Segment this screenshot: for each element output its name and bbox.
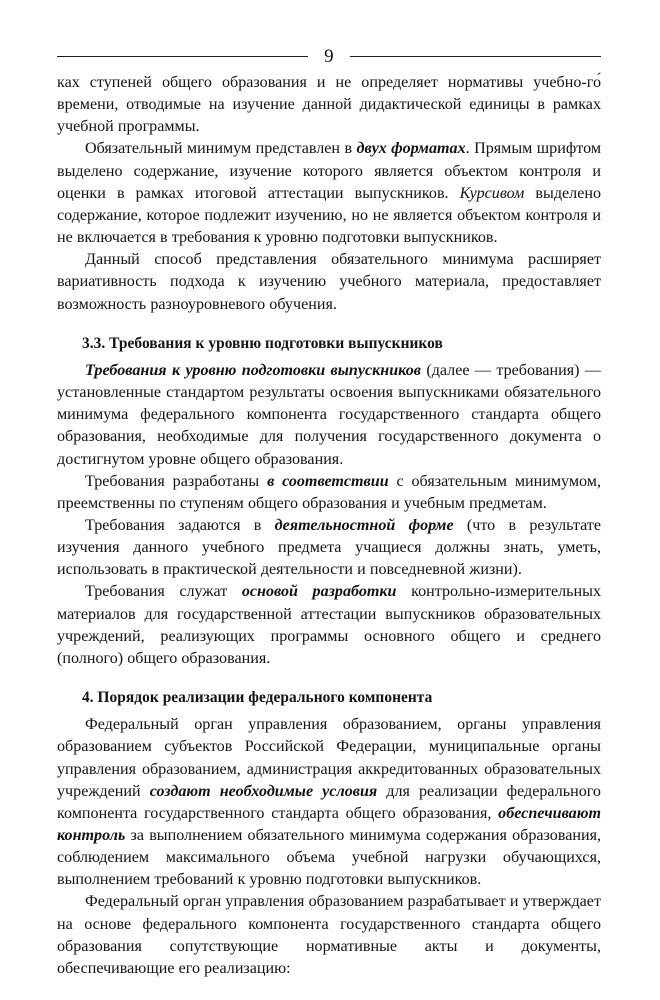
run-text: Требования задаются в <box>85 516 275 534</box>
header-rule-right <box>350 56 601 57</box>
emphasis-bold-italic: создают необходимые условия <box>149 782 378 800</box>
run-text: ках ступеней общего образования и не определяет нормативы учебно-го <box>57 74 601 91</box>
run-text: Федеральный орган управления образованием разрабатывает и утверждает на основе федерального компонента государственного стандарта общего образования сопутствующие нормативные акты и документы, обеспечивающие его реализацию: <box>57 893 601 977</box>
run-text: с обязательным минимумом, преемственны по ступеням общего образования и учебным предметам. <box>57 472 601 512</box>
run-text: Требования служат <box>85 583 242 601</box>
paragraph <box>57 249 601 315</box>
paragraph <box>57 515 601 581</box>
emphasis-bold-italic: обеспечивают контроль <box>57 804 601 844</box>
emphasis-bold-italic: деятельностной форме <box>274 516 454 534</box>
paragraph <box>57 581 601 670</box>
emphasis-bold-italic: в соответствии <box>267 472 389 490</box>
emphasis-bold-italic: Требования к уровню подготовки выпускников <box>85 361 421 379</box>
paragraph <box>57 714 601 891</box>
run-text: за выполнением обязательного минимума содержания образования, соблюдением максимального объема учебной нагрузки обучающихся, выполнением требований к уровню подготовки выпускников. <box>57 827 601 889</box>
paragraph <box>57 471 601 515</box>
paragraph <box>57 138 601 249</box>
run-text: Требования разработаны <box>85 472 268 490</box>
paragraph-continued <box>57 72 601 138</box>
run-text: для реализации федерального компонента государственного стандарта общего образования, <box>57 782 601 822</box>
emphasis-bold-italic: двух форматах <box>356 140 466 158</box>
run-text: Обязательный минимум представлен в <box>85 140 357 158</box>
text-column <box>57 72 601 980</box>
run-text: времени, отводимые на изучение данной дидактической единицы в рамках учебной программы. <box>57 96 601 136</box>
section-heading-3-3: 3.3. Требования к уровню подготовки выпускников <box>82 334 443 352</box>
run-text: Данный способ представления обязательного минимума расширяет вариативность подхода к изучению учебного материала, предоставляет возможность разноуровневого обучения. <box>57 251 601 313</box>
run-text: выделено содержание, которое подлежит изучению, но не является объектом контроля и не включается в требования к уровню подготовки выпускников. <box>57 184 602 247</box>
run-text: . Прямым шрифтом выделено содержание, изучение которого является объектом контроля и оценки в рамках итоговой аттестации выпускников. <box>57 140 601 202</box>
paragraph <box>57 360 601 471</box>
run-text: (что в результате изучения данного учебного предмета учащиеся должны знать, уметь, использовать в практической деятельности и повседневной жизни). <box>57 516 601 579</box>
page-number: 9 <box>324 45 334 67</box>
run-text: (далее — требования) — установленные стандартом результаты освоения выпускниками обязательного минимума федерального компонента государственного стандарта общего образования, необходимые для получения государственного документа о достигнутом уровне общего образования. <box>57 361 601 468</box>
header-rule-left <box>57 56 308 57</box>
emphasis-italic: Курсивом <box>459 184 525 202</box>
emphasis-bold-italic: основой разработки <box>241 583 397 601</box>
spacer <box>57 670 601 687</box>
section-heading-4: 4. Порядок реализации федерального компонента <box>82 689 433 707</box>
paragraph <box>57 891 601 980</box>
run-text: Федеральный орган управления образованием, органы управления образованием субъектов Российской Федерации, муниципальные органы управления образованием, администрация аккредитованных образовательных учреждений <box>57 716 601 800</box>
running-head <box>57 44 601 68</box>
run-text: контрольно-измерительных материалов для государственной аттестации выпускников образовательных учреждений, реализующих программы основного общего и среднего (полного) общего образования. <box>57 583 601 667</box>
spacer <box>57 316 601 333</box>
